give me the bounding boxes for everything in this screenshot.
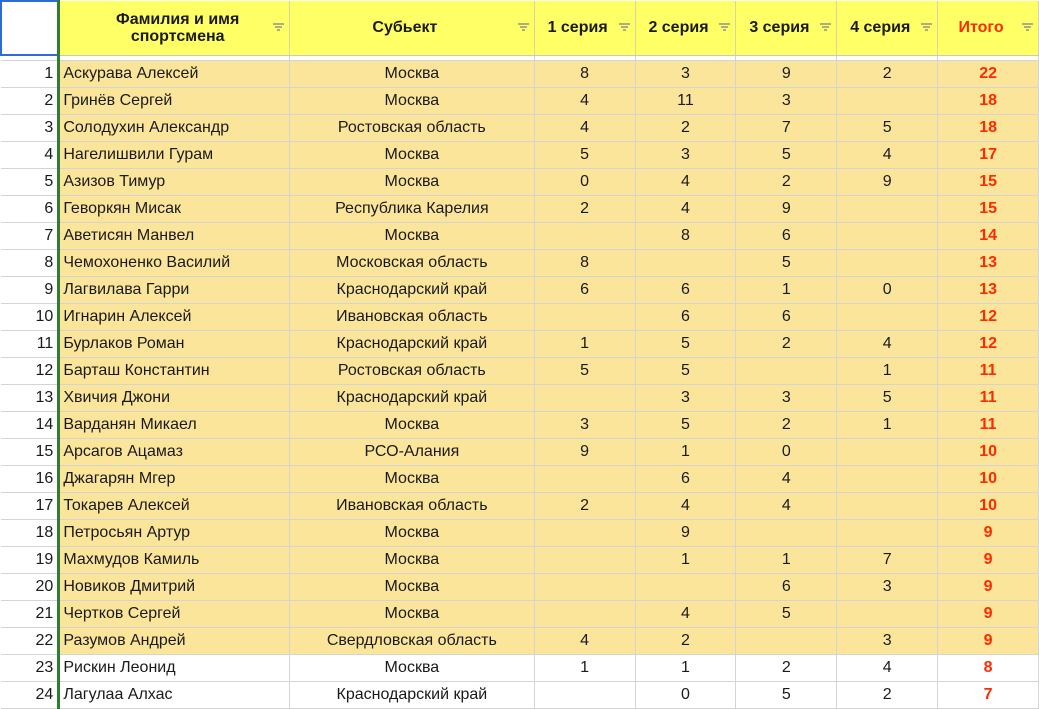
subject-cell[interactable]: Москва bbox=[290, 654, 535, 681]
series-2-cell[interactable]: 11 bbox=[635, 87, 736, 114]
table-row bbox=[1, 330, 1039, 357]
table-row bbox=[1, 87, 1039, 114]
total-cell[interactable]: 10 bbox=[938, 492, 1039, 519]
row-number[interactable]: 24 bbox=[1, 681, 59, 708]
subject-cell[interactable]: Москва bbox=[290, 519, 535, 546]
table-row bbox=[1, 249, 1039, 276]
table-row bbox=[1, 222, 1039, 249]
athlete-name-cell[interactable]: Солодухин Александр bbox=[59, 114, 290, 141]
subject-cell[interactable]: Московская область bbox=[290, 249, 535, 276]
header-total[interactable] bbox=[938, 1, 1039, 55]
total-cell[interactable]: 10 bbox=[938, 465, 1039, 492]
series-3-cell[interactable]: 5 bbox=[736, 249, 837, 276]
series-1-cell[interactable]: 5 bbox=[534, 357, 635, 384]
row-number[interactable]: 4 bbox=[1, 141, 59, 168]
series-4-cell[interactable] bbox=[837, 492, 938, 519]
athlete-name-cell[interactable]: Барташ Константин bbox=[59, 357, 290, 384]
total-cell[interactable]: 22 bbox=[938, 60, 1039, 87]
series-2-cell[interactable]: 6 bbox=[635, 303, 736, 330]
total-cell[interactable]: 12 bbox=[938, 330, 1039, 357]
table-row bbox=[1, 411, 1039, 438]
series-1-cell[interactable] bbox=[534, 384, 635, 411]
header-label: Субьект bbox=[372, 19, 438, 37]
series-3-cell[interactable]: 5 bbox=[736, 681, 837, 708]
header-label: Фамилия и имя спортсмена bbox=[116, 10, 240, 45]
header-label: 4 серия bbox=[850, 19, 911, 37]
series-4-cell[interactable] bbox=[837, 249, 938, 276]
athlete-name-cell[interactable]: Махмудов Камиль bbox=[59, 546, 290, 573]
header-series-2[interactable] bbox=[635, 1, 736, 55]
row-number[interactable]: 3 bbox=[1, 114, 59, 141]
athlete-name-cell[interactable]: Лагулаа Алхас bbox=[59, 681, 290, 708]
series-3-cell[interactable]: 9 bbox=[736, 60, 837, 87]
series-2-cell[interactable] bbox=[635, 249, 736, 276]
table-row bbox=[1, 546, 1039, 573]
table-row bbox=[1, 384, 1039, 411]
table-row bbox=[1, 357, 1039, 384]
athlete-name-cell[interactable]: Геворкян Мисак bbox=[59, 195, 290, 222]
table-row bbox=[1, 519, 1039, 546]
series-4-cell[interactable]: 4 bbox=[837, 141, 938, 168]
header-label: 1 серия bbox=[547, 19, 608, 37]
row-number[interactable]: 2 bbox=[1, 87, 59, 114]
subject-cell[interactable]: Краснодарский край bbox=[290, 384, 535, 411]
series-2-cell[interactable] bbox=[635, 573, 736, 600]
athlete-name-cell[interactable]: Токарев Алексей bbox=[59, 492, 290, 519]
series-3-cell[interactable] bbox=[736, 357, 837, 384]
series-2-cell[interactable]: 6 bbox=[635, 276, 736, 303]
series-2-cell[interactable]: 1 bbox=[635, 546, 736, 573]
series-4-cell[interactable]: 7 bbox=[837, 546, 938, 573]
series-1-cell[interactable]: 1 bbox=[534, 330, 635, 357]
row-number[interactable]: 22 bbox=[1, 627, 59, 654]
athlete-name-cell[interactable]: Чемохоненко Василий bbox=[59, 249, 290, 276]
total-cell[interactable]: 9 bbox=[938, 519, 1039, 546]
athlete-name-cell[interactable]: Игнарин Алексей bbox=[59, 303, 290, 330]
series-3-cell[interactable]: 0 bbox=[736, 438, 837, 465]
subject-cell[interactable]: Краснодарский край bbox=[290, 681, 535, 708]
header-row bbox=[1, 1, 1039, 55]
series-2-cell[interactable]: 0 bbox=[635, 681, 736, 708]
subject-cell[interactable]: Москва bbox=[290, 411, 535, 438]
series-3-cell[interactable]: 3 bbox=[736, 384, 837, 411]
series-1-cell[interactable]: 5 bbox=[534, 141, 635, 168]
row-number[interactable]: 23 bbox=[1, 654, 59, 681]
table-row bbox=[1, 681, 1039, 708]
subject-cell[interactable]: Москва bbox=[290, 168, 535, 195]
header-subject[interactable] bbox=[290, 1, 535, 55]
series-1-cell[interactable]: 0 bbox=[534, 168, 635, 195]
row-number[interactable]: 6 bbox=[1, 195, 59, 222]
row-number[interactable]: 13 bbox=[1, 384, 59, 411]
series-4-cell[interactable] bbox=[837, 465, 938, 492]
total-cell[interactable]: 14 bbox=[938, 222, 1039, 249]
row-number[interactable]: 19 bbox=[1, 546, 59, 573]
series-1-cell[interactable]: 8 bbox=[534, 60, 635, 87]
total-cell[interactable]: 15 bbox=[938, 195, 1039, 222]
row-number[interactable]: 10 bbox=[1, 303, 59, 330]
table-row bbox=[1, 465, 1039, 492]
row-number[interactable]: 9 bbox=[1, 276, 59, 303]
athlete-name-cell[interactable]: Чертков Сергей bbox=[59, 600, 290, 627]
select-all-corner[interactable] bbox=[1, 1, 59, 55]
series-2-cell[interactable]: 3 bbox=[635, 60, 736, 87]
table-row bbox=[1, 60, 1039, 87]
series-4-cell[interactable]: 5 bbox=[837, 384, 938, 411]
row-number[interactable]: 16 bbox=[1, 465, 59, 492]
table-row bbox=[1, 573, 1039, 600]
athlete-name-cell[interactable]: Аветисян Манвел bbox=[59, 222, 290, 249]
series-3-cell[interactable]: 4 bbox=[736, 492, 837, 519]
table-row bbox=[1, 627, 1039, 654]
athlete-name-cell[interactable]: Петросьян Артур bbox=[59, 519, 290, 546]
total-cell[interactable]: 18 bbox=[938, 114, 1039, 141]
series-4-cell[interactable]: 3 bbox=[837, 573, 938, 600]
subject-cell[interactable]: Москва bbox=[290, 546, 535, 573]
table-row bbox=[1, 654, 1039, 681]
series-2-cell[interactable]: 3 bbox=[635, 141, 736, 168]
series-1-cell[interactable] bbox=[534, 546, 635, 573]
series-1-cell[interactable]: 6 bbox=[534, 276, 635, 303]
total-cell[interactable]: 8 bbox=[938, 654, 1039, 681]
row-number[interactable]: 8 bbox=[1, 249, 59, 276]
header-series-3[interactable] bbox=[736, 1, 837, 55]
series-3-cell[interactable]: 6 bbox=[736, 222, 837, 249]
series-4-cell[interactable]: 5 bbox=[837, 114, 938, 141]
filter-dropdown-icon[interactable] bbox=[619, 23, 630, 31]
total-cell[interactable]: 17 bbox=[938, 141, 1039, 168]
athlete-name-cell[interactable]: Хвичия Джони bbox=[59, 384, 290, 411]
series-4-cell[interactable]: 4 bbox=[837, 330, 938, 357]
total-cell[interactable]: 11 bbox=[938, 411, 1039, 438]
series-3-cell[interactable]: 2 bbox=[736, 411, 837, 438]
filter-dropdown-icon[interactable] bbox=[273, 23, 284, 31]
table-row bbox=[1, 168, 1039, 195]
series-1-cell[interactable]: 4 bbox=[534, 87, 635, 114]
subject-cell[interactable]: Москва bbox=[290, 573, 535, 600]
series-2-cell[interactable]: 4 bbox=[635, 492, 736, 519]
series-3-cell[interactable]: 2 bbox=[736, 168, 837, 195]
total-cell[interactable]: 9 bbox=[938, 600, 1039, 627]
series-4-cell[interactable] bbox=[837, 600, 938, 627]
athlete-name-cell[interactable]: Гринёв Сергей bbox=[59, 87, 290, 114]
total-cell[interactable]: 10 bbox=[938, 438, 1039, 465]
total-cell[interactable]: 12 bbox=[938, 303, 1039, 330]
table-row bbox=[1, 276, 1039, 303]
series-4-cell[interactable]: 1 bbox=[837, 411, 938, 438]
athlete-name-cell[interactable]: Разумов Андрей bbox=[59, 627, 290, 654]
series-3-cell[interactable]: 2 bbox=[736, 330, 837, 357]
table-row bbox=[1, 438, 1039, 465]
subject-cell[interactable]: Ивановская область bbox=[290, 303, 535, 330]
series-3-cell[interactable]: 5 bbox=[736, 141, 837, 168]
series-2-cell[interactable]: 2 bbox=[635, 114, 736, 141]
filter-dropdown-icon[interactable] bbox=[518, 23, 529, 31]
header-series-1[interactable] bbox=[534, 1, 635, 55]
series-1-cell[interactable]: 8 bbox=[534, 249, 635, 276]
series-2-cell[interactable]: 1 bbox=[635, 438, 736, 465]
subject-cell[interactable]: Ростовская область bbox=[290, 357, 535, 384]
total-cell[interactable]: 18 bbox=[938, 87, 1039, 114]
series-3-cell[interactable]: 9 bbox=[736, 195, 837, 222]
series-1-cell[interactable]: 4 bbox=[534, 627, 635, 654]
row-number[interactable]: 17 bbox=[1, 492, 59, 519]
series-2-cell[interactable]: 3 bbox=[635, 384, 736, 411]
table-body bbox=[1, 55, 1039, 708]
series-3-cell[interactable]: 7 bbox=[736, 114, 837, 141]
series-4-cell[interactable]: 2 bbox=[837, 681, 938, 708]
athlete-name-cell[interactable]: Варданян Микаел bbox=[59, 411, 290, 438]
table-row bbox=[1, 114, 1039, 141]
series-1-cell[interactable]: 2 bbox=[534, 492, 635, 519]
series-3-cell[interactable] bbox=[736, 627, 837, 654]
athlete-name-cell[interactable]: Аскурава Алексей bbox=[59, 60, 290, 87]
series-1-cell[interactable] bbox=[534, 600, 635, 627]
total-cell[interactable]: 7 bbox=[938, 681, 1039, 708]
subject-cell[interactable]: Ростовская область bbox=[290, 114, 535, 141]
series-2-cell[interactable]: 4 bbox=[635, 600, 736, 627]
series-1-cell[interactable]: 1 bbox=[534, 654, 635, 681]
total-cell[interactable]: 11 bbox=[938, 357, 1039, 384]
subject-cell[interactable]: Москва bbox=[290, 87, 535, 114]
header-label: 3 серия bbox=[749, 19, 810, 37]
subject-cell[interactable]: Краснодарский край bbox=[290, 276, 535, 303]
series-4-cell[interactable]: 2 bbox=[837, 60, 938, 87]
athlete-name-cell[interactable]: Рискин Леонид bbox=[59, 654, 290, 681]
series-4-cell[interactable]: 3 bbox=[837, 627, 938, 654]
series-2-cell[interactable]: 1 bbox=[635, 654, 736, 681]
series-2-cell[interactable]: 5 bbox=[635, 411, 736, 438]
series-4-cell[interactable]: 9 bbox=[837, 168, 938, 195]
table-row bbox=[1, 303, 1039, 330]
table-row bbox=[1, 492, 1039, 519]
filter-dropdown-icon[interactable] bbox=[820, 23, 831, 31]
series-4-cell[interactable] bbox=[837, 87, 938, 114]
series-2-cell[interactable]: 8 bbox=[635, 222, 736, 249]
athlete-name-cell[interactable]: Азизов Тимур bbox=[59, 168, 290, 195]
row-number[interactable]: 1 bbox=[1, 60, 59, 87]
row-number[interactable]: 18 bbox=[1, 519, 59, 546]
series-1-cell[interactable]: 2 bbox=[534, 195, 635, 222]
series-3-cell[interactable]: 6 bbox=[736, 573, 837, 600]
filter-dropdown-icon[interactable] bbox=[921, 23, 932, 31]
total-cell[interactable]: 13 bbox=[938, 276, 1039, 303]
filter-dropdown-icon[interactable] bbox=[1022, 23, 1033, 31]
total-cell[interactable]: 9 bbox=[938, 573, 1039, 600]
series-4-cell[interactable] bbox=[837, 438, 938, 465]
row-number[interactable]: 21 bbox=[1, 600, 59, 627]
athlete-name-cell[interactable]: Арсагов Ацамаз bbox=[59, 438, 290, 465]
series-2-cell[interactable]: 4 bbox=[635, 195, 736, 222]
series-1-cell[interactable] bbox=[534, 222, 635, 249]
series-2-cell[interactable]: 9 bbox=[635, 519, 736, 546]
subject-cell[interactable]: Республика Карелия bbox=[290, 195, 535, 222]
row-number[interactable]: 11 bbox=[1, 330, 59, 357]
series-3-cell[interactable]: 1 bbox=[736, 276, 837, 303]
series-2-cell[interactable]: 2 bbox=[635, 627, 736, 654]
athlete-name-cell[interactable]: Бурлаков Роман bbox=[59, 330, 290, 357]
total-cell[interactable]: 13 bbox=[938, 249, 1039, 276]
series-4-cell[interactable] bbox=[837, 195, 938, 222]
series-1-cell[interactable] bbox=[534, 465, 635, 492]
series-4-cell[interactable] bbox=[837, 519, 938, 546]
subject-cell[interactable]: Краснодарский край bbox=[290, 330, 535, 357]
row-number[interactable]: 14 bbox=[1, 411, 59, 438]
series-4-cell[interactable] bbox=[837, 303, 938, 330]
subject-cell[interactable]: Москва bbox=[290, 141, 535, 168]
subject-cell[interactable]: Москва bbox=[290, 465, 535, 492]
table-row bbox=[1, 600, 1039, 627]
athlete-name-cell[interactable]: Джагарян Мгер bbox=[59, 465, 290, 492]
header-series-4[interactable] bbox=[837, 1, 938, 55]
total-cell[interactable]: 9 bbox=[938, 627, 1039, 654]
athlete-name-cell[interactable]: Нагелишвили Гурам bbox=[59, 141, 290, 168]
series-3-cell[interactable]: 5 bbox=[736, 600, 837, 627]
header-athlete-name[interactable] bbox=[59, 1, 290, 55]
header-label: 2 серия bbox=[648, 19, 709, 37]
subject-cell[interactable]: Москва bbox=[290, 600, 535, 627]
series-4-cell[interactable]: 0 bbox=[837, 276, 938, 303]
series-4-cell[interactable]: 4 bbox=[837, 654, 938, 681]
series-1-cell[interactable]: 4 bbox=[534, 114, 635, 141]
header-label: Итого bbox=[958, 19, 1004, 37]
subject-cell[interactable]: Москва bbox=[290, 60, 535, 87]
subject-cell[interactable]: РСО-Алания bbox=[290, 438, 535, 465]
row-number[interactable]: 7 bbox=[1, 222, 59, 249]
total-cell[interactable]: 15 bbox=[938, 168, 1039, 195]
subject-cell[interactable]: Москва bbox=[290, 222, 535, 249]
total-cell[interactable]: 9 bbox=[938, 546, 1039, 573]
series-1-cell[interactable] bbox=[534, 303, 635, 330]
series-2-cell[interactable]: 6 bbox=[635, 465, 736, 492]
series-3-cell[interactable]: 4 bbox=[736, 465, 837, 492]
series-3-cell[interactable]: 3 bbox=[736, 87, 837, 114]
series-3-cell[interactable]: 6 bbox=[736, 303, 837, 330]
series-1-cell[interactable] bbox=[534, 573, 635, 600]
athlete-name-cell[interactable]: Новиков Дмитрий bbox=[59, 573, 290, 600]
athlete-name-cell[interactable]: Лагвилава Гарри bbox=[59, 276, 290, 303]
series-2-cell[interactable]: 4 bbox=[635, 168, 736, 195]
series-1-cell[interactable] bbox=[534, 681, 635, 708]
total-cell[interactable]: 11 bbox=[938, 384, 1039, 411]
row-number[interactable]: 12 bbox=[1, 357, 59, 384]
filter-dropdown-icon[interactable] bbox=[719, 23, 730, 31]
series-3-cell[interactable]: 1 bbox=[736, 546, 837, 573]
subject-cell[interactable]: Ивановская область bbox=[290, 492, 535, 519]
series-1-cell[interactable] bbox=[534, 519, 635, 546]
subject-cell[interactable]: Свердловская область bbox=[290, 627, 535, 654]
series-4-cell[interactable] bbox=[837, 222, 938, 249]
row-number[interactable]: 20 bbox=[1, 573, 59, 600]
series-1-cell[interactable]: 9 bbox=[534, 438, 635, 465]
table-row bbox=[1, 195, 1039, 222]
row-number[interactable]: 5 bbox=[1, 168, 59, 195]
series-1-cell[interactable]: 3 bbox=[534, 411, 635, 438]
table-row bbox=[1, 141, 1039, 168]
series-4-cell[interactable]: 1 bbox=[837, 357, 938, 384]
series-3-cell[interactable] bbox=[736, 519, 837, 546]
series-2-cell[interactable]: 5 bbox=[635, 330, 736, 357]
row-number[interactable]: 15 bbox=[1, 438, 59, 465]
series-2-cell[interactable]: 5 bbox=[635, 357, 736, 384]
series-3-cell[interactable]: 2 bbox=[736, 654, 837, 681]
